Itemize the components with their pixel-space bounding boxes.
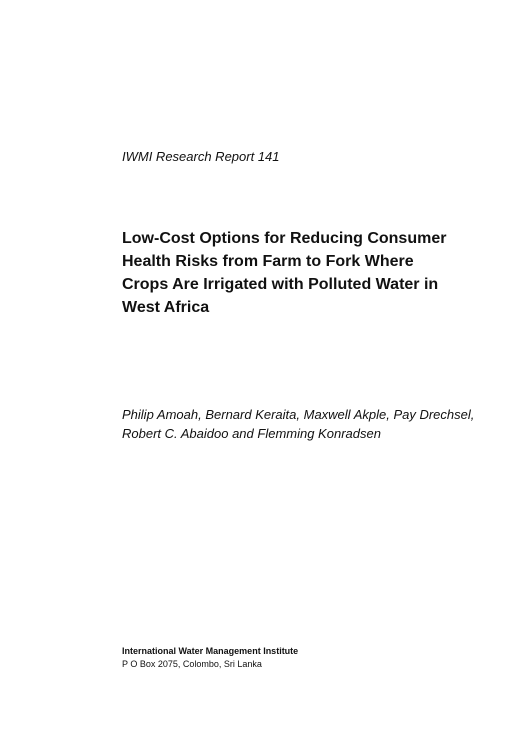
publisher-address: P O Box 2075, Colombo, Sri Lanka (122, 659, 262, 669)
publisher-block (122, 645, 298, 671)
author-line: Philip Amoah, Bernard Keraita, Maxwell Akple, Pay Drechsel, (122, 407, 475, 422)
title-line: Low-Cost Options for Reducing Consumer (122, 230, 447, 247)
author-list (122, 405, 474, 443)
title-line: West Africa (122, 299, 210, 316)
series-label: IWMI Research Report 141 (122, 149, 280, 164)
publisher-name: International Water Management Institute (122, 646, 299, 656)
author-line: Robert C. Abaidoo and Flemming Konradsen (122, 426, 381, 441)
title-line: Crops Are Irrigated with Polluted Water in (122, 276, 439, 293)
title-line: Health Risks from Farm to Fork Where (122, 253, 414, 270)
report-title (122, 227, 446, 319)
